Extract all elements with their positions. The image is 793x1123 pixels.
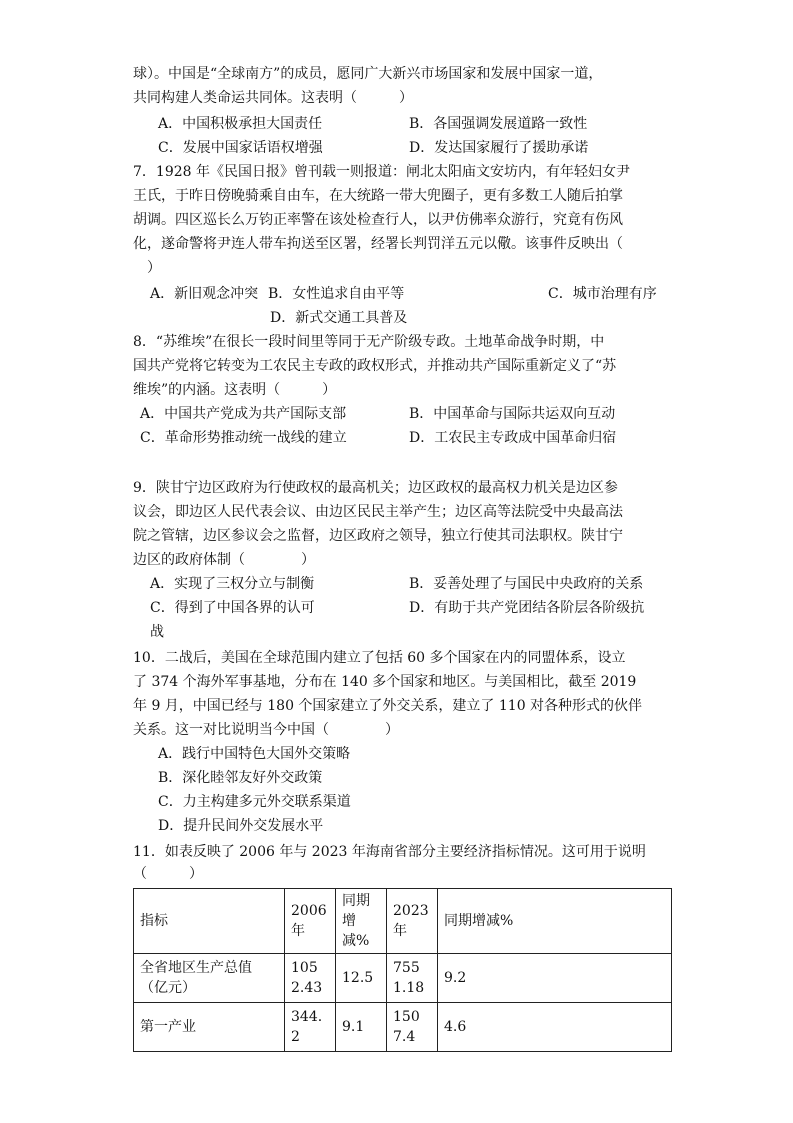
q6-option-a[interactable]: A．中国积极承担大国责任 bbox=[158, 116, 323, 132]
q11-text-line2: （ ） bbox=[133, 866, 203, 882]
table-cell: 1052.43 bbox=[285, 954, 336, 1003]
q9-option-c[interactable]: C．得到了中国各界的认可 bbox=[150, 600, 315, 616]
q7-option-d[interactable]: D．新式交通工具普及 bbox=[270, 310, 408, 326]
q10-text-line2: 了 374 个海外军事基地，分布在 140 多个国家和地区。与美国相比，截至 2019 bbox=[133, 674, 637, 690]
table-header-cell: 同期增减% bbox=[336, 889, 387, 954]
economic-indicators-table bbox=[133, 888, 672, 1052]
table-header-cell: 指标 bbox=[134, 889, 285, 954]
q6-text-line1: 球）。中国是“全球南方”的成员，愿同广大新兴市场国家和发展中国家一道， bbox=[133, 66, 603, 82]
table-cell: 第一产业 bbox=[134, 1003, 285, 1052]
table-header-row bbox=[134, 889, 672, 954]
q8-option-c[interactable]: C．革命形势推动统一战线的建立 bbox=[140, 430, 347, 446]
q8-text-line2: 国共产党将它转变为工农民主专政的政权形式，并推动共产国际重新定义了“苏 bbox=[133, 358, 617, 374]
table-cell: 4.6 bbox=[438, 1003, 672, 1052]
q9-text-line3: 院之管辖，边区参议会之监督，边区政府之领导，独立行使其司法职权。陕甘宁 bbox=[133, 528, 623, 544]
q7-text-line3: 胡调。四区巡长么万钧正率警在该处检查行人，以尹仿佛率众游行，究竟有伤风 bbox=[133, 212, 623, 228]
q7-option-b[interactable]: B．女性追求自由平等 bbox=[268, 286, 405, 302]
table-row bbox=[134, 1003, 672, 1052]
q6-option-c[interactable]: C．发展中国家话语权增强 bbox=[158, 140, 323, 156]
q7-text-line4: 化，遂命警将尹连人带车拘送至区署，经署长判罚洋五元以儆。该事件反映出（ bbox=[133, 236, 623, 252]
table-cell: 7551.18 bbox=[387, 954, 438, 1003]
table-row bbox=[134, 954, 672, 1003]
q10-text-line3: 年 9 月，中国已经与 180 个国家建立了外交关系，建立了 110 对各种形式的伙伴 bbox=[133, 698, 643, 714]
q8-option-b[interactable]: B．中国革命与国际共运双向互动 bbox=[409, 406, 616, 422]
q9-option-d[interactable]: D．有助于共产党团结各阶层各阶级抗 bbox=[409, 600, 645, 616]
q9-option-b[interactable]: B．妥善处理了与国民中央政府的关系 bbox=[409, 576, 644, 592]
q9-text-line2: 议会，即边区人民代表会议、由边区民民主举产生；边区高等法院受中央最高法 bbox=[133, 504, 623, 520]
q7-option-c[interactable]: C．城市治理有序 bbox=[548, 286, 657, 302]
q7-text-line2: 王氏，于昨日傍晚骑乘自由车，在大统路一带大兜圈子，更有多数工人随后拍掌 bbox=[133, 188, 623, 204]
q8-text-line1: 8．“苏维埃”在很长一段时间里等同于无产阶级专政。土地革命战争时期，中 bbox=[133, 334, 605, 350]
q9-text-line4: 边区的政府体制（ ） bbox=[133, 552, 315, 568]
q11-text-line1: 11．如表反映了 2006 年与 2023 年海南省部分主要经济指标情况。这可用于说明 bbox=[133, 844, 646, 860]
q10-text-line1: 10．二战后，美国在全球范围内建立了包括 60 多个国家在内的同盟体系，设立 bbox=[133, 650, 626, 666]
q10-option-b[interactable]: B．深化睦邻友好外交政策 bbox=[158, 770, 323, 786]
table-cell: 1507.4 bbox=[387, 1003, 438, 1052]
table-cell: 9.2 bbox=[438, 954, 672, 1003]
q9-option-d-wrap: 战 bbox=[150, 624, 164, 640]
q10-option-d[interactable]: D．提升民间外交发展水平 bbox=[158, 818, 324, 834]
q8-text-line3: 维埃”的内涵。这表明（ ） bbox=[133, 382, 337, 398]
q8-option-d[interactable]: D．工农民主专政成中国革命归宿 bbox=[409, 430, 617, 446]
q10-option-c[interactable]: C．力主构建多元外交联系渠道 bbox=[158, 794, 351, 810]
q10-text-line4: 关系。这一对比说明当今中国（ ） bbox=[133, 722, 399, 738]
q6-text-line2: 共同构建人类命运共同体。这表明（ ） bbox=[133, 90, 413, 106]
q8-option-a[interactable]: A．中国共产党成为共产国际支部 bbox=[140, 406, 347, 422]
q6-option-d[interactable]: D．发达国家履行了援助承诺 bbox=[409, 140, 589, 156]
q6-option-b[interactable]: B．各国强调发展道路一致性 bbox=[409, 116, 588, 132]
q7-text-line1: 7．1928 年《民国日报》曾刊载一则报道：闸北太阳庙文安坊内，有年轻妇女尹 bbox=[133, 164, 630, 180]
table-cell: 9.1 bbox=[336, 1003, 387, 1052]
q10-option-a[interactable]: A．践行中国特色大国外交策略 bbox=[158, 746, 351, 762]
table-cell: 12.5 bbox=[336, 954, 387, 1003]
q7-text-line5: ） bbox=[133, 260, 161, 276]
table-header-cell: 2023年 bbox=[387, 889, 438, 954]
table-header-cell: 同期增减% bbox=[438, 889, 672, 954]
q9-text-line1: 9．陕甘宁边区政府为行使政权的最高机关；边区政权的最高权力机关是边区参 bbox=[133, 480, 618, 496]
table-header-cell: 2006年 bbox=[285, 889, 336, 954]
table-cell: 全省地区生产总值（亿元） bbox=[134, 954, 285, 1003]
q7-option-a[interactable]: A．新旧观念冲突 bbox=[150, 286, 259, 302]
table-cell: 344.2 bbox=[285, 1003, 336, 1052]
q9-option-a[interactable]: A．实现了三权分立与制衡 bbox=[150, 576, 315, 592]
